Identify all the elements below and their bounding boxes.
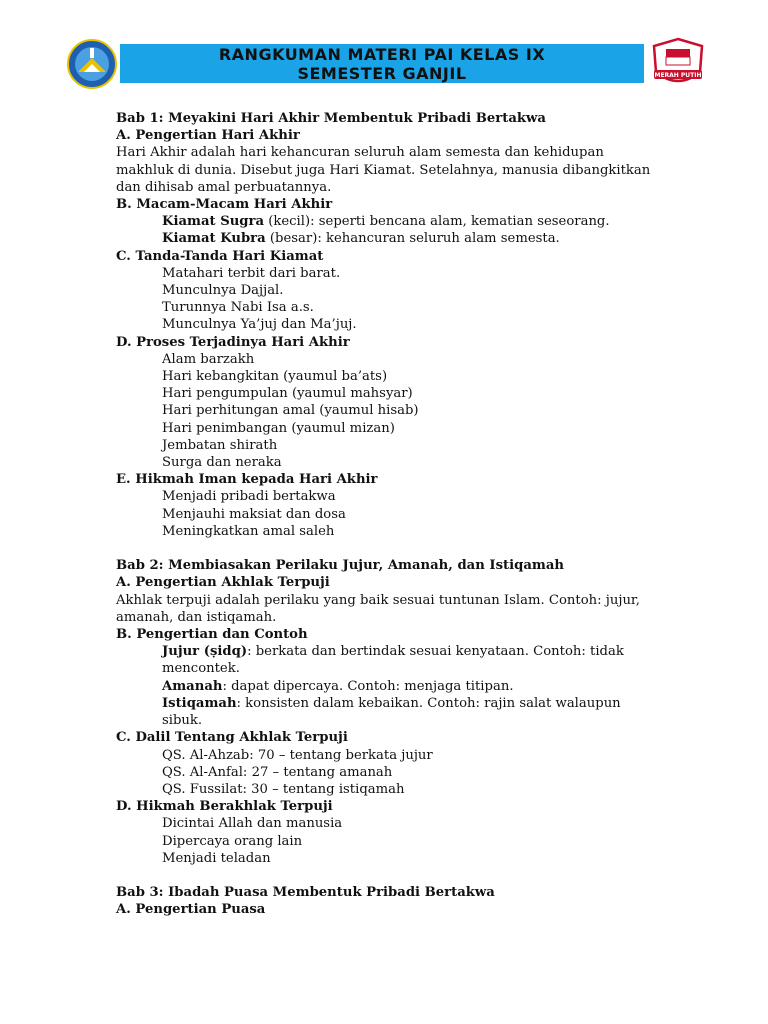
bab2-a-heading: A. Pengertian Akhlak Terpuji xyxy=(116,575,330,591)
term-desc: : konsisten dalam kebaikan. Contoh: rajin salat walaupun xyxy=(236,695,621,711)
list-item-continuation: sibuk. xyxy=(162,713,203,729)
list-item: Dicintai Allah dan manusia xyxy=(162,816,343,832)
list-item: QS. Al-Anfal: 27 – tentang amanah xyxy=(162,764,393,780)
merah-putih-shield-badge-icon xyxy=(648,36,708,92)
list-item: Menjadi teladan xyxy=(162,850,271,866)
bab1-b-heading: B. Macam-Macam Hari Akhir xyxy=(116,197,333,213)
bab1-c-heading: C. Tanda-Tanda Hari Kiamat xyxy=(116,248,324,264)
list-item: QS. Al-Ahzab: 70 – tentang berkata jujur xyxy=(162,747,433,763)
list-item: Jembatan shirath xyxy=(162,437,278,453)
list-item xyxy=(116,213,676,230)
list-item: Alam barzakh xyxy=(162,351,255,367)
ministry-education-emblem-icon xyxy=(64,38,120,90)
bab1-a-text: makhluk di dunia. Disebut juga Hari Kiamat. Setelahnya, manusia dibangkitkan xyxy=(116,162,651,178)
term: Kiamat Kubra xyxy=(162,231,266,247)
term-desc: (besar): kehancuran seluruh alam semesta. xyxy=(265,231,560,247)
bab2-title: Bab 2: Membiasakan Perilaku Jujur, Amanah, dan Istiqamah xyxy=(116,558,564,574)
bab1-e-heading: E. Hikmah Iman kepada Hari Akhir xyxy=(116,472,378,488)
list-item: Meningkatkan amal saleh xyxy=(162,523,335,539)
term-desc: : dapat dipercaya. Contoh: menjaga titipan. xyxy=(222,678,514,694)
document-header xyxy=(0,0,768,100)
list-item: Munculnya Ya’juj dan Ma’juj. xyxy=(162,317,357,333)
page-title-line1: RANGKUMAN MATERI PAI KELAS IX xyxy=(218,44,546,64)
page-title-line2: SEMESTER GANJIL xyxy=(297,63,467,83)
list-item: Matahari terbit dari barat. xyxy=(162,265,341,281)
section-spacer xyxy=(116,867,676,884)
term: Amanah xyxy=(162,678,223,694)
bab1-a-text: dan dihisab amal perbuatannya. xyxy=(116,179,332,195)
title-bar xyxy=(120,44,644,83)
bab1-a-text: Hari Akhir adalah hari kehancuran seluruh alam semesta dan kehidupan xyxy=(116,145,604,161)
list-item: QS. Fussilat: 30 – tentang istiqamah xyxy=(162,781,405,797)
term-desc: : berkata dan bertindak sesuai kenyataan. Contoh: tidak xyxy=(247,644,624,660)
bab2-b-heading: B. Pengertian dan Contoh xyxy=(116,627,308,643)
document-body xyxy=(116,110,676,919)
bab1-d-heading: D. Proses Terjadinya Hari Akhir xyxy=(116,334,350,350)
term: Jujur (ṣidq) xyxy=(162,644,248,660)
bab2-d-heading: D. Hikmah Berakhlak Terpuji xyxy=(116,799,333,815)
list-item xyxy=(116,230,676,247)
bab2-a-text: Akhlak terpuji adalah perilaku yang baik sesuai tuntunan Islam. Contoh: jujur, xyxy=(116,592,640,608)
section-spacer xyxy=(116,540,676,557)
list-item: Dipercaya orang lain xyxy=(162,833,303,849)
term-desc: (kecil): seperti bencana alam, kematian seseorang. xyxy=(264,214,610,230)
list-item: Hari pengumpulan (yaumul mahsyar) xyxy=(162,386,413,402)
term: Kiamat Sugra xyxy=(162,214,265,230)
badge-text: MERAH PUTIH xyxy=(654,72,702,79)
bab1-a-heading: A. Pengertian Hari Akhir xyxy=(116,128,300,144)
list-item: Munculnya Dajjal. xyxy=(162,283,284,299)
list-item xyxy=(116,695,676,712)
bab2-a-text: amanah, dan istiqamah. xyxy=(116,609,277,625)
list-item: Hari penimbangan (yaumul mizan) xyxy=(162,420,395,436)
term: Istiqamah xyxy=(162,695,237,711)
list-item: Hari kebangkitan (yaumul ba’ats) xyxy=(162,369,388,385)
list-item: Hari perhitungan amal (yaumul hisab) xyxy=(162,403,419,419)
bab3-title: Bab 3: Ibadah Puasa Membentuk Pribadi Bertakwa xyxy=(116,885,495,901)
list-item xyxy=(116,643,676,660)
list-item: Menjauhi maksiat dan dosa xyxy=(162,506,346,522)
list-item: Turunnya Nabi Isa a.s. xyxy=(162,300,314,316)
list-item xyxy=(116,678,676,695)
bab2-c-heading: C. Dalil Tentang Akhlak Terpuji xyxy=(116,730,348,746)
list-item: Surga dan neraka xyxy=(162,455,282,471)
list-item-continuation: mencontek. xyxy=(162,661,240,677)
bab1-title: Bab 1: Meyakini Hari Akhir Membentuk Pribadi Bertakwa xyxy=(116,111,546,126)
list-item: Menjadi pribadi bertakwa xyxy=(162,489,336,505)
bab3-a-heading: A. Pengertian Puasa xyxy=(116,902,266,918)
